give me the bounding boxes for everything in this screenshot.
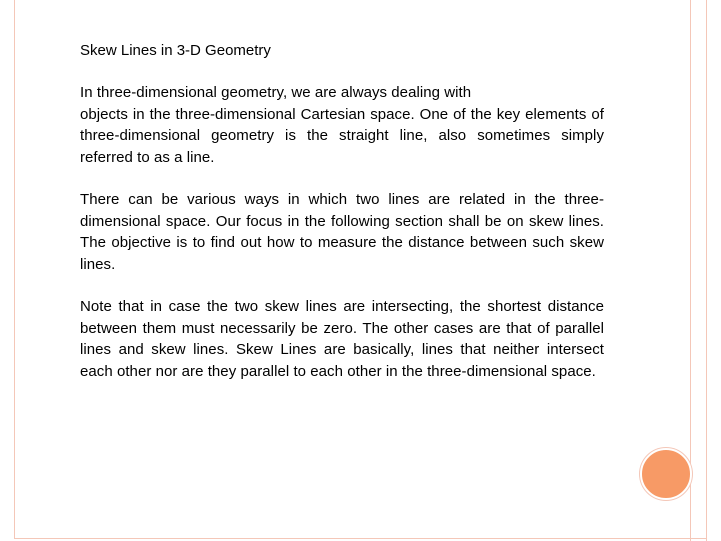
slide-content [80, 40, 604, 403]
decorative-circle [640, 448, 692, 500]
paragraph-intro: In three-dimensional geometry, we are always dealing with objects in the three-dimensional Cartesian space. One of the key elements of three-dimensional geometry is the straight line, also sometimes simply referred to as a line. [80, 84, 604, 166]
paragraph-relations: There can be various ways in which two lines are related in the three-dimensional space. Our focus in the following section shall be on skew lines. The objective is to find out how to measure the distance between such skew lines. [80, 191, 604, 273]
paragraph-note: Note that in case the two skew lines are intersecting, the shortest distance between them must necessarily be zero. The other cases are that of parallel lines and skew lines. Skew Lines are basically, lines that neither intersect each other nor are they parallel to each other in the three-dimensional space. [80, 298, 604, 380]
slide-title: Skew Lines in 3-D Geometry [80, 42, 271, 59]
right-border-line [690, 0, 691, 541]
right-border-line [706, 0, 707, 541]
